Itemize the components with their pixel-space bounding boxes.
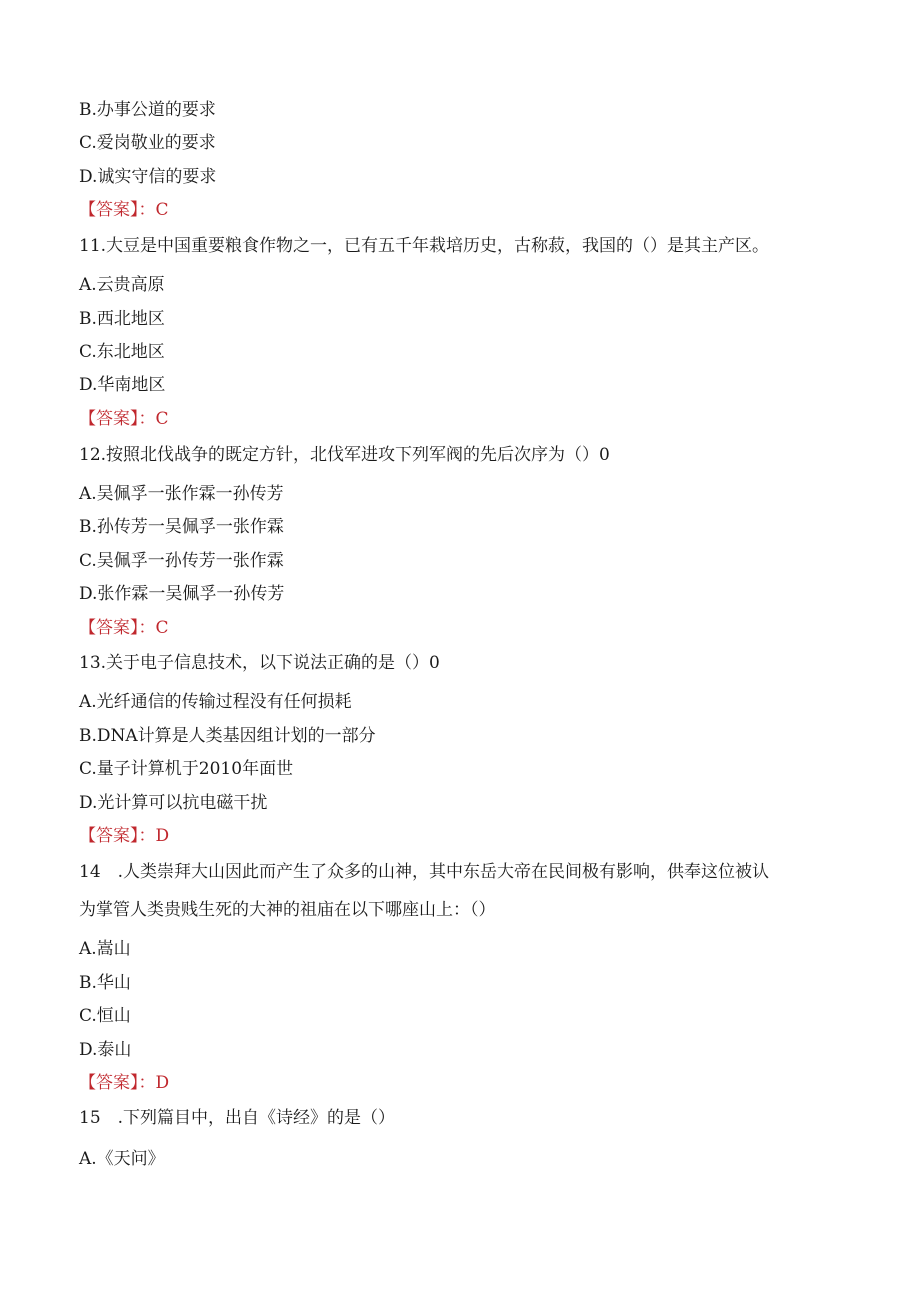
q14-answer: 【答案】：D: [79, 1073, 170, 1093]
q12-option-d: D.张作霖一吴佩孚一孙传芳: [79, 584, 285, 604]
q13-stem: 13.关于电子信息技术，以下说法正确的是（）0: [79, 653, 440, 673]
q11-option-d: D.华南地区: [79, 375, 166, 395]
q14-option-d: D.泰山: [79, 1040, 132, 1060]
q13-option-d: D.光计算可以抗电磁干扰: [79, 793, 268, 813]
q14-stem-line2: 为掌管人类贵贱生死的大神的祖庙在以下哪座山上：（）: [79, 900, 496, 920]
q13-option-b: B.DNA计算是人类基因组计划的一部分: [79, 726, 376, 746]
q10-option-c: C.爱岗敬业的要求: [79, 133, 216, 153]
q14-option-c: C.恒山: [79, 1006, 131, 1026]
q13-answer: 【答案】：D: [79, 826, 170, 846]
q13-option-a: A.光纤通信的传输过程没有任何损耗: [79, 692, 352, 712]
q15-stem: 15 .下列篇目中，出自《诗经》的是（）: [79, 1108, 396, 1128]
q11-answer: 【答案】：C: [79, 409, 169, 429]
q11-option-b: B.西北地区: [79, 309, 165, 329]
q12-answer: 【答案】：C: [79, 618, 169, 638]
q10-option-b: B.办事公道的要求: [79, 100, 216, 120]
q14-option-b: B.华山: [79, 973, 131, 993]
q12-option-a: A.吴佩孚一张作霖一孙传芳: [79, 484, 284, 504]
q12-option-b: B.孙传芳一吴佩孚一张作霖: [79, 517, 284, 537]
q10-option-d: D.诚实守信的要求: [79, 167, 217, 187]
q11-stem: 11.大豆是中国重要粮食作物之一，已有五千年栽培历史，古称菽，我国的（）是其主产区。: [79, 236, 770, 256]
q13-option-c: C.量子计算机于2010年面世: [79, 759, 294, 779]
q10-answer: 【答案】：C: [79, 200, 169, 220]
q12-option-c: C.吴佩孚一孙传芳一张作霖: [79, 551, 284, 571]
q11-option-a: A.云贵高原: [79, 275, 165, 295]
q12-stem: 12.按照北伐战争的既定方针，北伐军进攻下列军阀的先后次序为（）0: [79, 445, 610, 465]
q11-option-c: C.东北地区: [79, 342, 165, 362]
q14-option-a: A.嵩山: [79, 939, 131, 959]
q15-option-a: A.《天问》: [79, 1149, 165, 1169]
q14-stem-line1: 14 .人类崇拜大山因此而产生了众多的山神，其中东岳大帝在民间极有影响，供奉这位被认: [79, 862, 770, 882]
